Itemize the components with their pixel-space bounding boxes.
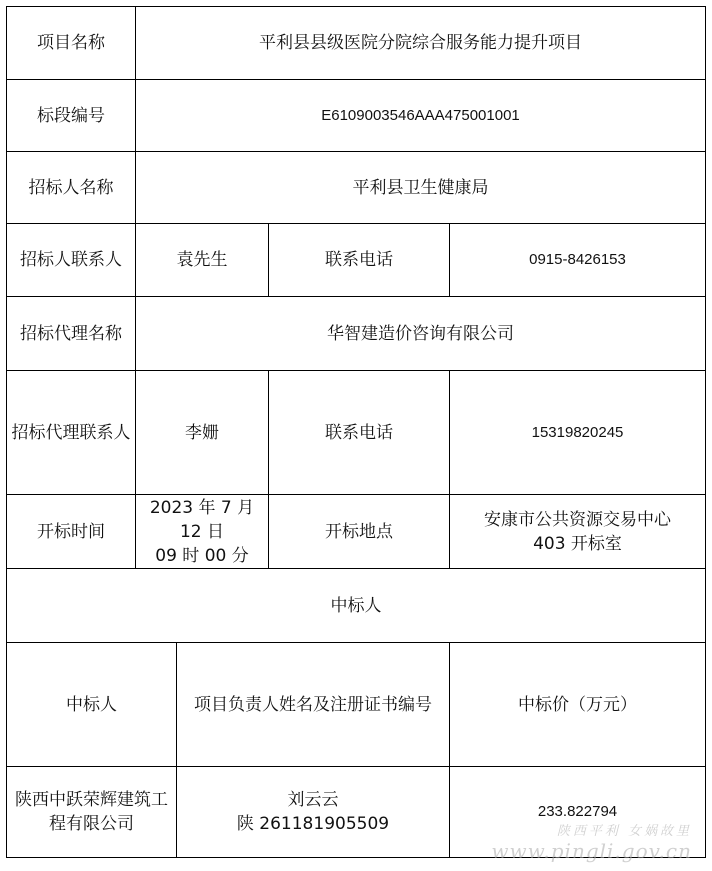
tenderer-contact-label: 招标人联系人 — [6, 223, 136, 297]
tenderer-phone-label: 联系电话 — [268, 223, 450, 297]
opening-time-label: 开标时间 — [6, 494, 136, 569]
tenderer-phone-value: 0915-8426153 — [449, 223, 706, 297]
section-no-label: 标段编号 — [6, 79, 136, 152]
col-header-winner: 中标人 — [6, 642, 177, 767]
tenderer-value: 平利县卫生健康局 — [135, 151, 706, 224]
agency-value: 华智建造价咨询有限公司 — [135, 296, 706, 371]
opening-time-value — [135, 494, 269, 569]
opening-time-date: 2023 年 7 月 12 日 — [149, 497, 255, 542]
project-name-label: 项目名称 — [6, 6, 136, 80]
opening-place-label: 开标地点 — [268, 494, 450, 569]
tenderer-label: 招标人名称 — [6, 151, 136, 224]
bid-price-value: 233.822794 — [449, 766, 706, 858]
col-header-manager: 项目负责人姓名及注册证书编号 — [176, 642, 450, 767]
project-name-value: 平利县县级医院分院综合服务能力提升项目 — [135, 6, 706, 80]
opening-place-line1: 安康市公共资源交易中心 — [484, 509, 671, 530]
agency-phone-label: 联系电话 — [268, 370, 450, 495]
agency-label: 招标代理名称 — [6, 296, 136, 371]
section-no-value: E6109003546AAA475001001 — [135, 79, 706, 152]
manager-name: 刘云云 — [287, 790, 339, 810]
agency-contact-value: 李姗 — [135, 370, 269, 495]
agency-contact-label: 招标代理联系人 — [6, 370, 136, 495]
opening-place-value — [449, 494, 706, 569]
winner-name-line2: 程有限公司 — [49, 814, 134, 834]
manager-cert: 陕 261181905509 — [236, 814, 390, 834]
winner-section-title: 中标人 — [6, 568, 706, 643]
tenderer-contact-value: 袁先生 — [135, 223, 269, 297]
watermark-url: www.pingli.gov.cn — [491, 839, 692, 863]
project-manager — [176, 766, 450, 858]
winner-name — [6, 766, 177, 858]
col-header-price: 中标价（万元） — [449, 642, 706, 767]
opening-time-hour: 09 时 00 分 — [155, 545, 249, 566]
winner-name-line1: 陕西中跃荣辉建筑工 — [15, 790, 168, 810]
opening-place-line2: 403 开标室 — [533, 533, 622, 554]
agency-phone-value: 15319820245 — [449, 370, 706, 495]
watermark-slogan: 陕西平利 女娲故里 — [556, 824, 692, 839]
